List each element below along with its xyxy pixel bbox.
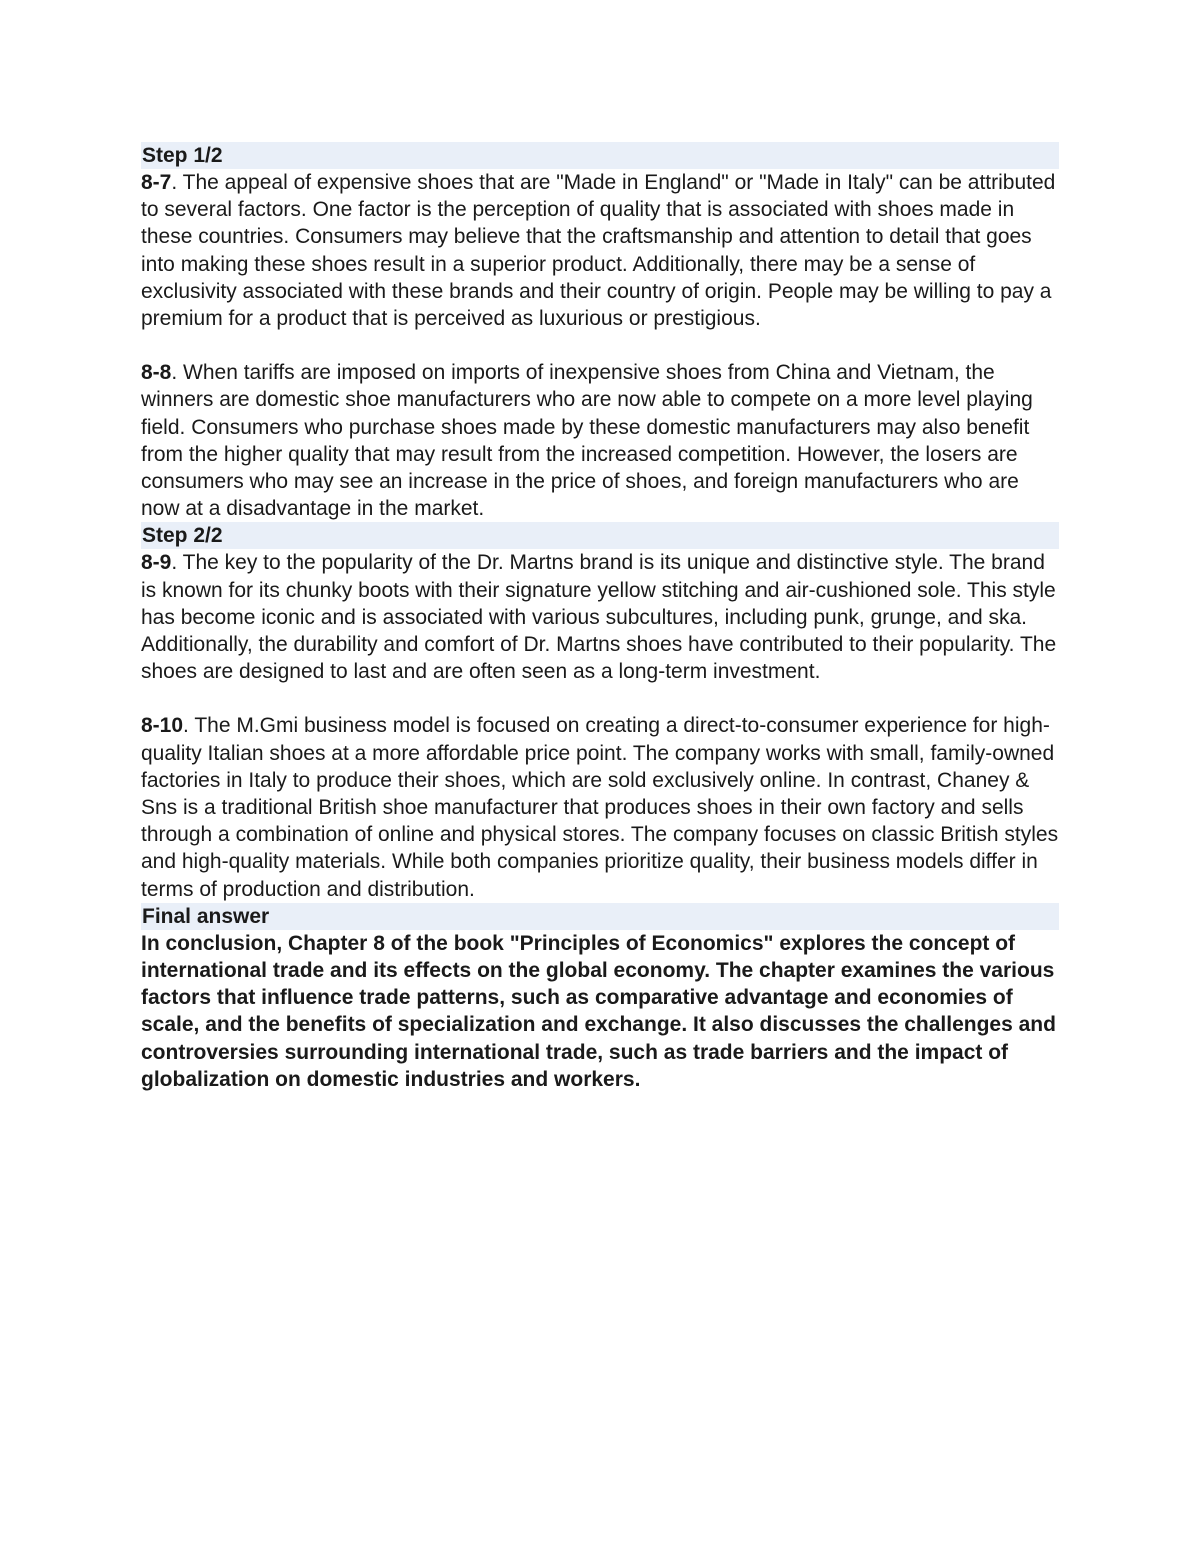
final-answer-text: In conclusion, Chapter 8 of the book "Principles of Economics" explores the concept of international trade and its effects on the global economy. The chapter examines the various factors that influence trade patterns, such as comparative advantage and economies of scale, and the benefits of specialization and exchange. It also discusses the challenges and controversies surrounding international trade, such as trade barriers and the impact of globalization on domestic industries and workers. [141,931,1056,1091]
answer-label: 8-7 [141,171,172,194]
answer-text: . The appeal of expensive shoes that are "Made in England" or "Made in Italy" can be attributed to several factors. One factor is the perception of quality that is associated with shoes made in these countries. Consumers may believe that the craftsmanship and attention to detail that goes into making these shoes result in a superior product. Additionally, there may be a sense of exclusivity associated with these brands and their country of origin. People may be willing to pay a premium for a product that is perceived as luxurious or prestigious. [141,171,1056,331]
answer-8-10 [141,712,1059,902]
answer-text: . The key to the popularity of the Dr. Martns brand is its unique and distinctive style. The brand is known for its chunky boots with their signature yellow stitching and air-cushioned sole. This style has become iconic and is associated with various subcultures, including punk, grunge, and ska. Additionally, the durability and comfort of Dr. Martns shoes have contributed to their popularity. The shoes are designed to last and are often seen as a long-term investment. [141,551,1057,684]
answer-text: . When tariffs are imposed on imports of inexpensive shoes from China and Vietnam, the winners are domestic shoe manufacturers who are now able to compete on a more level playing field. Consumers who purchase shoes made by these domestic manufacturers may also benefit from the higher quality that may result from the increased competition. However, the losers are consumers who may see an increase in the price of shoes, and foreign manufacturers who are now at a disadvantage in the market. [141,361,1033,521]
step-2-heading: Step 2/2 [141,522,1059,549]
paragraph-spacer [141,685,1059,712]
paragraph-spacer [141,332,1059,359]
answer-8-9 [141,549,1059,685]
answer-label: 8-9 [141,551,172,575]
answer-label: 8-10 [141,714,184,738]
document-body [141,142,1059,1093]
answer-8-8 [141,359,1059,522]
final-answer-heading: Final answer [141,903,1059,930]
answer-8-7 [141,169,1059,332]
step-1-heading: Step 1/2 [141,142,1059,169]
answer-label: 8-8 [141,361,172,385]
answer-text: . The M.Gmi business model is focused on creating a direct-to-consumer experience for high-quality Italian shoes at a more affordable price point. The company works with small, family-owned factories in Italy to produce their shoes, which are sold exclusively online. In contrast, Chaney & Sns is a traditional British shoe manufacturer that produces shoes in their own factory and sells through a combination of online and physical stores. The company focuses on classic British styles and high-quality materials. While both companies prioritize quality, their business models differ in terms of production and distribution. [141,714,1059,901]
